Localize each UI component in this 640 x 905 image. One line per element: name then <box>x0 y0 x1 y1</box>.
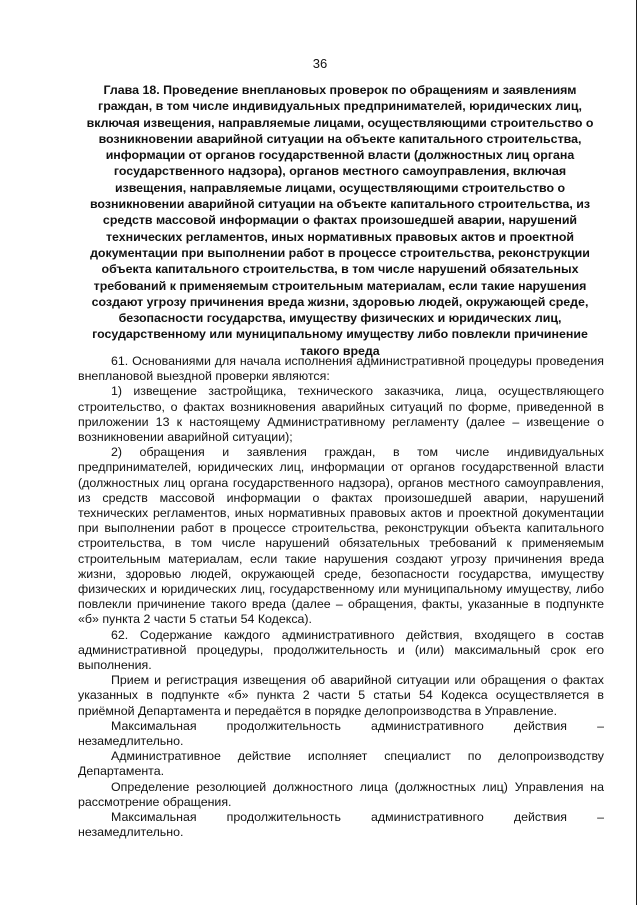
paragraph-duration-1: Максимальная продолжительность административного действия – незамедлительно. <box>78 718 604 749</box>
chapter-title: Глава 18. Проведение внеплановых проверок по обращениям и заявлениям граждан, в том числе индивидуальных предпринимателей, юридических лиц, включая извещения, направляемые лицами, осуществляющими строительство о возникновении аварийной ситуации на объекте капитального строительства, информации от органов государственной власти (должностных лиц органа государственного надзора), органов местного самоуправления, включая извещения, направляемые лицами, осуществляющими строительство о возникновении аварийной ситуации на объекте капитального строительства, из средств массовой информации о фактах произошедшей аварии, нарушений технических регламентов, иных нормативных правовых актов и проектной документации при выполнении работ в процессе строительства, реконструкции объекта капитального строительства, в том числе нарушений обязательных требований к применяемым строительным материалам, если такие нарушения создают угрозу причинения вреда жизни, здоровью людей, окружающей среде, безопасности государства, имуществу физических и юридических лиц, государственному или муниципальному имуществу либо повлекли причинение такого вреда <box>86 83 594 358</box>
paragraph-61: 61. Основаниями для начала исполнения административной процедуры проведения внеплановой выездной проверки являются: <box>78 354 604 384</box>
paragraph-reception: Прием и регистрация извещения об аварийной ситуации или обращения о фактах указанных в подпункте «б» пункта 2 части 5 статьи 54 Кодекса осуществляется в приёмной Департамента и передаётся в порядке делопроизводства в Управление. <box>78 673 604 718</box>
paragraph-item-2: 2) обращения и заявления граждан, в том числе индивидуальных предпринимателей, юридических лиц, информации от органов государственной власти (должностных лиц органа государственного надзора), органов местного самоуправления, из средств массовой информации о фактах произошедшей аварии, нарушений технических регламентов, иных нормативных правовых актов и проектной документации при выполнении работ в процессе строительства, реконструкции объекта капитального строительства, в том числе нарушений обязательных требований к применяемым строительным материалам, если такие нарушения создают угрозу причинения вреда жизни, здоровью людей, окружающей среде, безопасности государства, имуществу физических и юридических лиц, государственному или муниципальному имуществу, либо повлекли причинение такого вреда (далее – обращения, факты, указанные в подпункте «б» пункта 2 части 5 статьи 54 Кодекса). <box>78 445 604 627</box>
paragraph-duration-2: Максимальная продолжительность административного действия – незамедлительно. <box>78 810 604 840</box>
paragraph-62: 62. Содержание каждого административного действия, входящего в состав административной процедуры, продолжительность и (или) максимальный срок его выполнения. <box>78 627 604 673</box>
paragraph-item-1: 1) извещение застройщика, технического заказчика, лица, осуществляющего строительство, о фактах возникновения аварийных ситуаций по форме, приведенной в приложении 13 к настоящему Административному регламенту (далее – извещение о возникновении аварийной ситуации); <box>78 384 604 445</box>
paragraph-executor: Административное действие исполняет специалист по делопроизводству Департамента. <box>78 749 604 779</box>
page-number: 36 <box>312 56 328 71</box>
body-text <box>78 354 604 841</box>
paragraph-resolution: Определение резолюцией должностного лица (должностных лиц) Управления на рассмотрение обращения. <box>78 779 604 809</box>
